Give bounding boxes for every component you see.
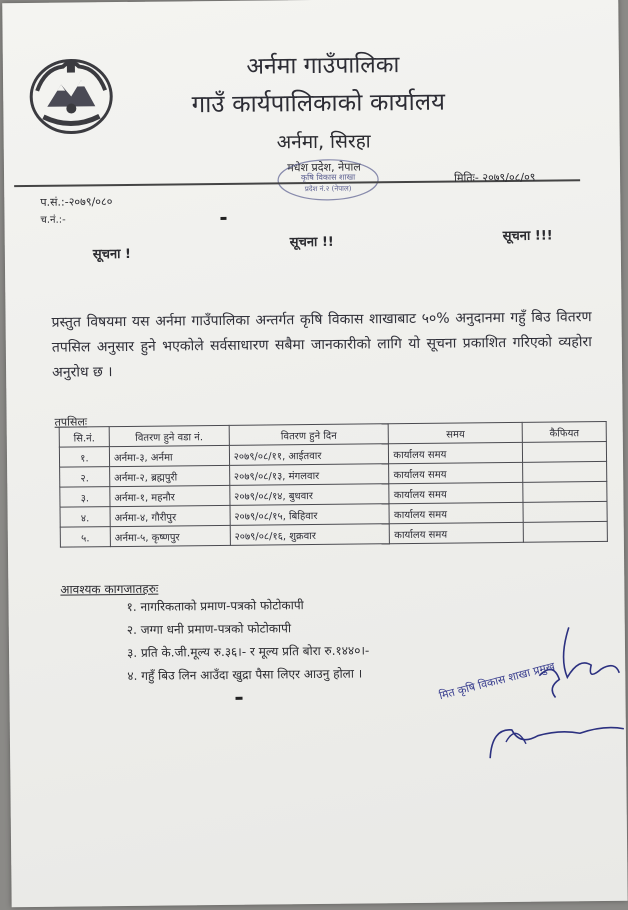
cell-remarks (523, 501, 607, 522)
required-documents-title: आवश्यक कागजातहरुः (60, 581, 159, 597)
notice-document (2, 0, 627, 907)
header-time: समय (389, 422, 523, 443)
dispatch-number: च.नं.:- (40, 214, 66, 226)
signature-stamp-text: मित कृषि विकास शाखा प्रमुख (437, 659, 557, 703)
government-emblem-icon (23, 50, 120, 139)
cell-remarks (523, 521, 607, 542)
cell-time: कार्यालय समय (390, 522, 524, 543)
letter-number: प.सं.:-२०७९/०८० (40, 195, 113, 209)
cell-ward: अर्नमा-३, अर्नमा (109, 445, 229, 466)
stamp-line-2: प्रदेश नं.२ (नेपाल) (304, 184, 352, 194)
list-item: १. नागरिकताको प्रमाण-पत्रको फोटोकापी (126, 598, 304, 614)
header-day: वितरण हुने दिन (229, 424, 389, 446)
required-documents-list (126, 593, 369, 688)
list-item: २. जग्गा धनी प्रमाण-पत्रको फोटोकापी (126, 621, 292, 637)
cell-remarks (522, 441, 606, 462)
cell-day: २०७९/०८/१४, बुधवार (229, 484, 389, 506)
cell-time: कार्यालय समय (389, 442, 523, 463)
cell-ward: अर्नमा-२, ब्रह्मपुरी (110, 465, 230, 486)
province-name: मधेश प्रदेश, नेपाल (287, 160, 361, 175)
cell-ward: अर्नमा-१, महनौर (110, 485, 230, 506)
cell-serial: ४. (60, 507, 110, 528)
office-address: अर्नमा, सिरहा (276, 130, 371, 154)
office-stamp (274, 155, 382, 204)
list-item: ४. गहुँ बिउ लिन आउँदा खुद्रा पैसा लिएर आउनु होला । (127, 666, 363, 683)
header-remarks: कैफियत (522, 421, 606, 442)
cell-time: कार्यालय समय (389, 462, 523, 483)
notice-heading-2: सूचना !! (289, 234, 334, 251)
stamp-line-1: कृषि विकास शाखा (300, 172, 356, 183)
cell-day: २०७९/०८/१३, मंगलवार (229, 464, 389, 486)
cell-serial: २. (60, 467, 110, 488)
header-serial: सि.नं. (59, 427, 109, 448)
letter-date: मितिः- २०७९/०८/०९ (454, 170, 536, 185)
cell-time: कार्यालय समय (389, 482, 523, 503)
schedule-label: तपसिलः (54, 415, 88, 429)
cell-time: कार्यालय समय (389, 502, 523, 523)
office-title: गाउँ कार्यपालिकाको कार्यालय (191, 87, 446, 119)
cell-day: २०७९/०८/१५, बिहिवार (230, 504, 390, 526)
cell-day: २०७९/०८/११, आईतवार (229, 444, 389, 466)
cell-ward: अर्नमा-४, गौरीपुर (110, 505, 230, 526)
notice-heading-3: सूचना !!! (502, 228, 553, 245)
distribution-schedule-table (59, 421, 608, 548)
ink-mark (220, 217, 226, 220)
header-ward: वितरण हुने वडा नं. (109, 425, 229, 446)
list-item: ३. प्रति के.जी.मूल्य रु.३६।- र मूल्य प्रति बोरा रु.१४४०।- (126, 643, 370, 660)
notice-heading-1: सूचना ! (92, 246, 132, 263)
ink-mark (236, 697, 243, 700)
cell-serial: ५. (60, 527, 110, 548)
municipality-title: अर्नमा गाउँपालिका (246, 52, 400, 80)
cell-serial: ३. (60, 487, 110, 508)
cell-serial: १. (59, 447, 109, 468)
cell-remarks (523, 461, 607, 482)
cell-day: २०७९/०८/१६, शुक्रवार (230, 524, 390, 546)
cell-ward: अर्नमा-५, कृष्णपुर (110, 525, 230, 546)
table-row (60, 521, 607, 547)
cell-remarks (523, 481, 607, 502)
notice-body: प्रस्तुत विषयमा यस अर्नमा गाउँपालिका अन्तर्गत कृषि विकास शाखाबाट ५०% अनुदानमा गहुँ बिउ वितरण तपसिल अनुसार हुने भएकोले सर्वसाधारण सबैमा जानकारीको लागि यो सूचना प्रकाशित गरिएको व्यहोरा अनुरोध छ । (51, 309, 592, 381)
